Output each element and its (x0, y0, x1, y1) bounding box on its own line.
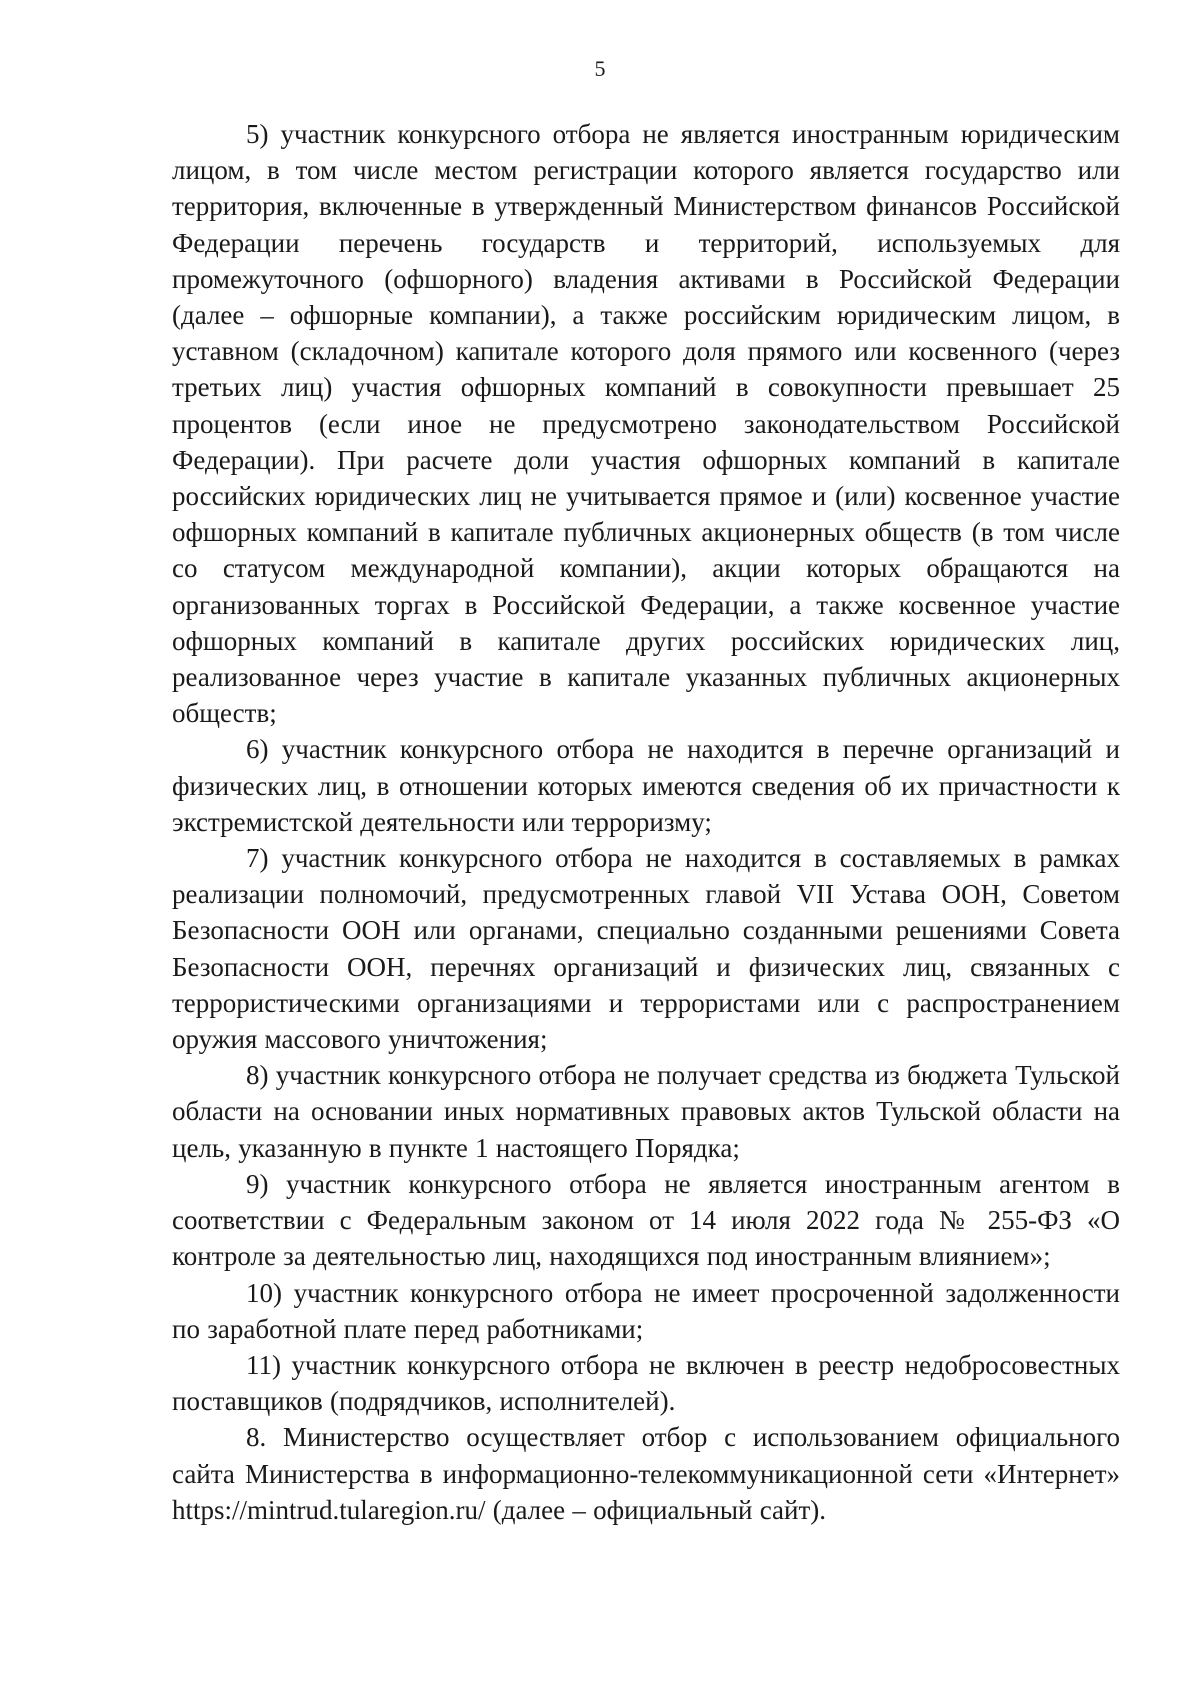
paragraph-item-11: 11) участник конкурсного отбора не включен в реестр недобросовестных поставщиков (подрядчиков, исполнителей). (172, 1349, 1120, 1417)
paragraph-item-10: 10) участник конкурсного отбора не имеет просроченной задолженности по заработной плате перед работниками; (172, 1277, 1120, 1344)
paragraph-item-8: 8) участник конкурсного отбора не получает средства из бюджета Тульской области на основании иных нормативных правовых актов Тульской области на цель, указанную в пункте 1 настоящего Порядка; (172, 1060, 1120, 1163)
document-body (172, 116, 1120, 1528)
paragraph-item-9: 9) участник конкурсного отбора не является иностранным агентом в соответствии с Федеральным законом от 14 июля 2022 года № 255-ФЗ «О контроле за деятельностью лиц, находящихся под иностранным влиянием»; (172, 1168, 1120, 1272)
paragraph-item-5: 5) участник конкурсного отбора не является иностранным юридическим лицом, в том числе местом регистрации которого является государство или территория, включенные в утвержденный Министерством финансов Российской Федерации перечень государств и территорий, используемых для промежуточного (офшорного) владения активами в Российской Федерации (далее – офшорные компании), а также российским юридическим лицом, в уставном (складочном) капитале которого доля прямого или косвенного (через третьих лиц) участия офшорных компаний в совокупности превышает 25 процентов (если иное не предусмотрено законодательством Российской Федерации). При расчете доли участия офшорных компаний в капитале российских юридических лиц не учитывается прямое и (или) косвенное участие офшорных компаний в капитале публичных акционерных обществ (в том числе со статусом международной компании), акции которых обращаются на организованных торгах в Российской Федерации, а также косвенное участие офшорных компаний в капитале других российских юридических лиц, реализованное через участие в капитале указанных публичных акционерных обществ; (172, 119, 1120, 729)
paragraph-section-8: 8. Министерство осуществляет отбор с использованием официального сайта Министерства в информационно-телекоммуникационной сети «Интернет» https://mintrud.tularegion.ru/ (далее – официальный сайт). (172, 1422, 1120, 1525)
paragraph-item-7: 7) участник конкурсного отбора не находится в составляемых в рамках реализации полномочий, предусмотренных главой VII Устава ООН, Советом Безопасности ООН или органами, специально созданными решениями Совета Безопасности ООН, перечнях организаций и физических лиц, связанных с террористическими организациями и террористами или с распространением оружия массового уничтожения; (172, 843, 1120, 1055)
page-number: 5 (594, 56, 606, 81)
paragraph-item-6: 6) участник конкурсного отбора не находится в перечне организаций и физических лиц, в отношении которых имеются сведения об их причастности к экстремистской деятельности или терроризму; (172, 734, 1120, 837)
